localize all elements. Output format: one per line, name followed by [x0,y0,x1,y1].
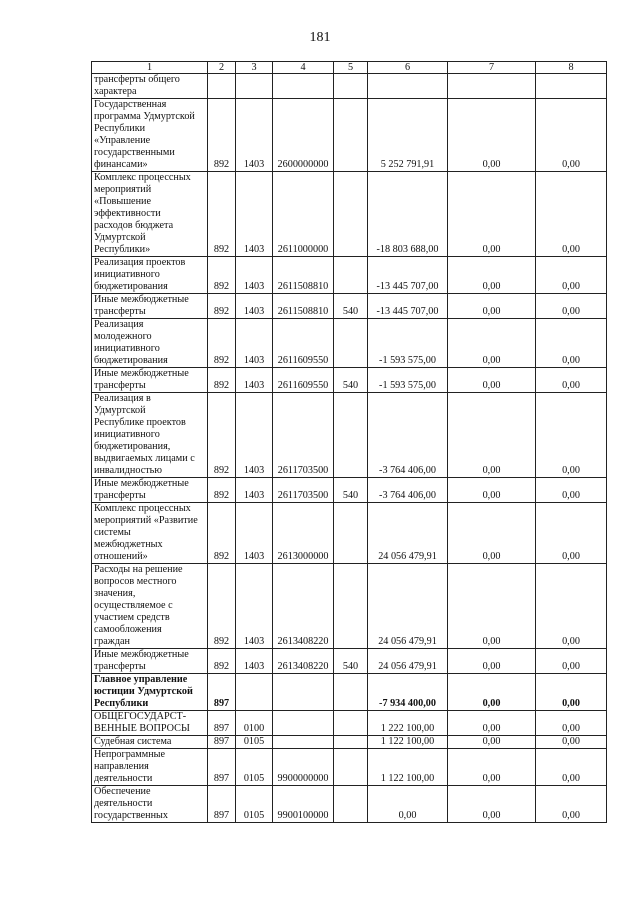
amount-cell: 0,00 [448,674,536,711]
expense-type-cell: 540 [334,294,368,319]
column-header: 5 [334,62,368,74]
section-code-cell: 1403 [236,294,273,319]
target-article-cell: 2611508810 [273,257,334,294]
expense-type-cell [334,786,368,823]
column-header: 4 [273,62,334,74]
expense-type-cell [334,99,368,172]
section-code-cell: 1403 [236,503,273,564]
amount-cell: 0,00 [536,711,607,736]
row-name-cell: Судебная система [92,736,208,749]
amount-cell: 0,00 [536,368,607,393]
row-name-cell: Обеспечение деятельности государственных [92,786,208,823]
row-name-cell: Иные межбюджетные трансферты [92,478,208,503]
amount-cell: 24 056 479,91 [368,564,448,649]
amount-cell: 24 056 479,91 [368,503,448,564]
section-code-cell: 0105 [236,749,273,786]
ministry-code-cell: 892 [208,503,236,564]
expense-type-cell [334,74,368,99]
target-article-cell: 2611000000 [273,172,334,257]
row-name-cell: Главное управление юстиции Удмуртской Республики [92,674,208,711]
ministry-code-cell: 897 [208,711,236,736]
amount-cell: -1 593 575,00 [368,319,448,368]
ministry-code-cell: 892 [208,257,236,294]
ministry-code-cell: 897 [208,786,236,823]
amount-cell: 0,00 [448,257,536,294]
amount-cell: 0,00 [536,257,607,294]
amount-cell: 0,00 [536,736,607,749]
amount-cell: 0,00 [536,674,607,711]
amount-cell: 0,00 [536,749,607,786]
target-article-cell [273,711,334,736]
target-article-cell: 2611703500 [273,393,334,478]
table-row [92,294,607,319]
column-header: 1 [92,62,208,74]
amount-cell: 0,00 [448,711,536,736]
section-code-cell: 0105 [236,736,273,749]
amount-cell: 0,00 [536,172,607,257]
target-article-cell [273,736,334,749]
column-header: 3 [236,62,273,74]
amount-cell [536,74,607,99]
table-row [92,564,607,649]
ministry-code-cell: 892 [208,649,236,674]
amount-cell: 0,00 [536,393,607,478]
expense-type-cell [334,749,368,786]
table-row [92,172,607,257]
row-name-cell: Реализация молодежного инициативного бюджетирования [92,319,208,368]
amount-cell: -1 593 575,00 [368,368,448,393]
budget-table [91,61,607,823]
table-row [92,711,607,736]
table-row [92,749,607,786]
table-row [92,649,607,674]
amount-cell: 0,00 [368,786,448,823]
amount-cell: 5 252 791,91 [368,99,448,172]
amount-cell: -7 934 400,00 [368,674,448,711]
ministry-code-cell: 897 [208,736,236,749]
amount-cell: 0,00 [536,478,607,503]
table-row [92,786,607,823]
amount-cell: 0,00 [448,368,536,393]
ministry-code-cell: 897 [208,674,236,711]
table-row [92,393,607,478]
target-article-cell: 2611609550 [273,319,334,368]
target-article-cell [273,74,334,99]
amount-cell: 0,00 [448,736,536,749]
column-header: 6 [368,62,448,74]
target-article-cell: 9900000000 [273,749,334,786]
table-header-row [92,62,607,74]
amount-cell: 0,00 [448,503,536,564]
table-row [92,503,607,564]
ministry-code-cell: 897 [208,749,236,786]
amount-cell: 0,00 [448,564,536,649]
expense-type-cell [334,503,368,564]
amount-cell: 0,00 [536,649,607,674]
expense-type-cell [334,711,368,736]
amount-cell: 0,00 [448,294,536,319]
target-article-cell: 2611609550 [273,368,334,393]
amount-cell: -13 445 707,00 [368,257,448,294]
row-name-cell: Реализация проектов инициативного бюджетирования [92,257,208,294]
row-name-cell: ОБЩЕГОСУДАРСТ- ВЕННЫЕ ВОПРОСЫ [92,711,208,736]
expense-type-cell [334,257,368,294]
amount-cell: 0,00 [448,319,536,368]
amount-cell: 0,00 [448,172,536,257]
amount-cell: -13 445 707,00 [368,294,448,319]
table-row [92,257,607,294]
target-article-cell: 2613408220 [273,564,334,649]
row-name-cell: Иные межбюджетные трансферты [92,649,208,674]
amount-cell [448,74,536,99]
amount-cell: 0,00 [536,294,607,319]
expense-type-cell [334,393,368,478]
row-name-cell: Иные межбюджетные трансферты [92,368,208,393]
ministry-code-cell: 892 [208,99,236,172]
row-name-cell: Государственная программа Удмуртской Республики «Управление государственными финансами» [92,99,208,172]
target-article-cell: 2613000000 [273,503,334,564]
ministry-code-cell: 892 [208,294,236,319]
table-row [92,99,607,172]
amount-cell: 0,00 [536,503,607,564]
amount-cell: 1 122 100,00 [368,749,448,786]
ministry-code-cell: 892 [208,368,236,393]
ministry-code-cell: 892 [208,172,236,257]
target-article-cell: 2611508810 [273,294,334,319]
section-code-cell: 1403 [236,368,273,393]
column-header: 8 [536,62,607,74]
amount-cell: 0,00 [536,786,607,823]
section-code-cell: 1403 [236,393,273,478]
amount-cell [368,74,448,99]
amount-cell: -3 764 406,00 [368,393,448,478]
ministry-code-cell: 892 [208,319,236,368]
section-code-cell: 1403 [236,564,273,649]
ministry-code-cell: 892 [208,393,236,478]
row-name-cell: Иные межбюджетные трансферты [92,294,208,319]
section-code-cell: 1403 [236,257,273,294]
section-code-cell: 0105 [236,786,273,823]
amount-cell: 24 056 479,91 [368,649,448,674]
amount-cell: 0,00 [448,99,536,172]
row-name-cell: Реализация в Удмуртской Республике проектов инициативного бюджетирования, выдвигаемых лицами с инвалидностью [92,393,208,478]
amount-cell: 0,00 [448,749,536,786]
section-code-cell: 1403 [236,649,273,674]
amount-cell: 0,00 [448,649,536,674]
amount-cell: -18 803 688,00 [368,172,448,257]
expense-type-cell: 540 [334,649,368,674]
amount-cell: 0,00 [536,99,607,172]
amount-cell: 1 122 100,00 [368,736,448,749]
amount-cell: 0,00 [448,393,536,478]
target-article-cell [273,674,334,711]
ministry-code-cell [208,74,236,99]
amount-cell: 0,00 [448,786,536,823]
section-code-cell: 1403 [236,319,273,368]
expense-type-cell: 540 [334,368,368,393]
row-name-cell: Непрограммные направления деятельности [92,749,208,786]
table-row [92,478,607,503]
target-article-cell: 2611703500 [273,478,334,503]
expense-type-cell [334,172,368,257]
section-code-cell: 1403 [236,99,273,172]
row-name-cell: трансферты общего характера [92,74,208,99]
table-row [92,736,607,749]
section-code-cell: 0100 [236,711,273,736]
target-article-cell: 2600000000 [273,99,334,172]
section-code-cell [236,74,273,99]
column-header: 2 [208,62,236,74]
section-code-cell: 1403 [236,172,273,257]
table-row [92,319,607,368]
ministry-code-cell: 892 [208,564,236,649]
table-row [92,74,607,99]
amount-cell: 0,00 [536,564,607,649]
row-name-cell: Комплекс процессных мероприятий «Повышение эффективности расходов бюджета Удмуртской Республики» [92,172,208,257]
expense-type-cell [334,674,368,711]
expense-type-cell [334,736,368,749]
table-row [92,368,607,393]
section-code-cell: 1403 [236,478,273,503]
ministry-code-cell: 892 [208,478,236,503]
amount-cell: -3 764 406,00 [368,478,448,503]
target-article-cell: 2613408220 [273,649,334,674]
amount-cell: 0,00 [448,478,536,503]
expense-type-cell: 540 [334,478,368,503]
table-row [92,674,607,711]
row-name-cell: Комплекс процессных мероприятий «Развитие системы межбюджетных отношений» [92,503,208,564]
row-name-cell: Расходы на решение вопросов местного значения, осуществляемое с участием средств самообложения граждан [92,564,208,649]
amount-cell: 1 222 100,00 [368,711,448,736]
expense-type-cell [334,564,368,649]
amount-cell: 0,00 [536,319,607,368]
section-code-cell [236,674,273,711]
target-article-cell: 9900100000 [273,786,334,823]
expense-type-cell [334,319,368,368]
column-header: 7 [448,62,536,74]
page-number: 181 [309,30,331,45]
